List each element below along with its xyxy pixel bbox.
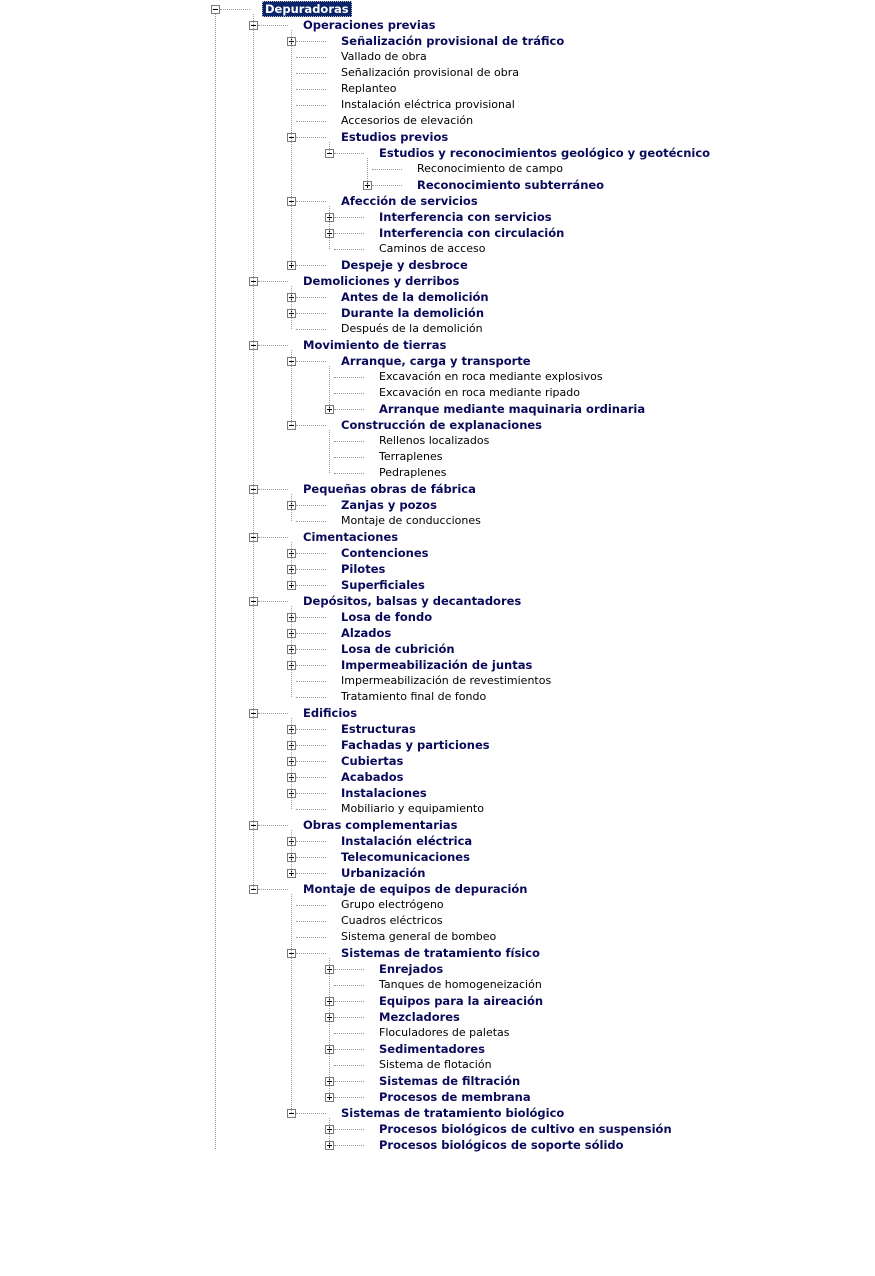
tree-node-label[interactable]: Alzados: [341, 626, 392, 640]
tree-connector: [372, 185, 402, 186]
tree-connector: [334, 1065, 364, 1066]
tree-node-label[interactable]: Instalaciones: [341, 786, 427, 800]
tree-node-label[interactable]: Pilotes: [341, 562, 386, 576]
tree-node-label[interactable]: Señalización provisional de obra: [341, 66, 519, 79]
tree-node-label[interactable]: Demoliciones y derribos: [303, 274, 460, 288]
tree-node-label[interactable]: Sedimentadores: [379, 1042, 485, 1056]
tree-node-label[interactable]: Pequeñas obras de fábrica: [303, 482, 476, 496]
tree-node-label[interactable]: Rellenos localizados: [379, 434, 490, 447]
collapse-icon[interactable]: [211, 5, 220, 14]
tree-node-label[interactable]: Reconocimiento subterráneo: [417, 178, 605, 192]
tree-node-label[interactable]: Depósitos, balsas y decantadores: [303, 594, 522, 608]
tree-connector: [296, 953, 326, 954]
tree-node-label[interactable]: Superficiales: [341, 578, 425, 592]
tree-node-label[interactable]: Movimiento de tierras: [303, 338, 447, 352]
tree-connector: [334, 1049, 364, 1050]
tree-connector: [296, 649, 326, 650]
tree-root-guide: [215, 14, 216, 1149]
tree-node-label[interactable]: Antes de la demolición: [341, 290, 489, 304]
tree-node-label[interactable]: Operaciones previas: [303, 18, 436, 32]
tree-node-label[interactable]: Obras complementarias: [303, 818, 458, 832]
tree-connector: [296, 617, 326, 618]
tree-node-label[interactable]: Pedraplenes: [379, 466, 447, 479]
tree-node-label[interactable]: Enrejados: [379, 962, 444, 976]
tree-connector: [334, 1001, 364, 1002]
tree-node-label[interactable]: Procesos biológicos de soporte sólido: [379, 1138, 624, 1152]
tree-connector: [291, 830, 292, 873]
tree-connector: [367, 158, 368, 185]
tree-connector: [296, 73, 326, 74]
tree-node-label[interactable]: Replanteo: [341, 82, 397, 95]
tree-connector: [334, 377, 364, 378]
tree-node-label[interactable]: Sistemas de filtración: [379, 1074, 521, 1088]
tree-connector: [334, 1145, 364, 1146]
tree-connector: [296, 697, 326, 698]
tree-node-label[interactable]: Impermeabilización de revestimientos: [341, 674, 552, 687]
tree-connector: [334, 441, 364, 442]
tree-connector: [291, 606, 292, 697]
tree-connector: [296, 873, 326, 874]
tree-node-label[interactable]: Losa de fondo: [341, 610, 433, 624]
tree-node-label[interactable]: Tanques de homogeneización: [379, 978, 542, 991]
tree-node-label[interactable]: Procesos de membrana: [379, 1090, 531, 1104]
tree-connector: [296, 665, 326, 666]
tree-connector: [334, 409, 364, 410]
tree-connector: [296, 937, 326, 938]
tree-node-label[interactable]: Sistemas de tratamiento físico: [341, 946, 540, 960]
tree-node-label[interactable]: Mobiliario y equipamiento: [341, 802, 484, 815]
tree-node-label[interactable]: Excavación en roca mediante explosivos: [379, 370, 603, 383]
tree-node-label[interactable]: Floculadores de paletas: [379, 1026, 510, 1039]
tree-node-label[interactable]: Equipos para la aireación: [379, 994, 544, 1008]
tree-connector: [334, 1129, 364, 1130]
tree-node-label[interactable]: Vallado de obra: [341, 50, 427, 63]
tree-node-label[interactable]: Construcción de explanaciones: [341, 418, 543, 432]
tree-node-label[interactable]: Despeje y desbroce: [341, 258, 468, 272]
tree-node-label[interactable]: Interferencia con circulación: [379, 226, 565, 240]
tree-node-label[interactable]: Acabados: [341, 770, 404, 784]
tree-node-label[interactable]: Cuadros eléctricos: [341, 914, 443, 927]
tree-node-label[interactable]: Instalación eléctrica: [341, 834, 473, 848]
tree-connector: [329, 142, 330, 153]
tree-node-label[interactable]: Estructuras: [341, 722, 416, 736]
tree-connector: [296, 553, 326, 554]
tree-connector: [258, 537, 288, 538]
tree-connector: [296, 729, 326, 730]
tree-connector: [296, 921, 326, 922]
tree-connector: [296, 297, 326, 298]
tree-connector: [258, 825, 288, 826]
tree-connector: [258, 25, 288, 26]
tree-connector: [329, 430, 330, 473]
tree-connector: [296, 777, 326, 778]
tree-connector: [296, 905, 326, 906]
tree-connector: [334, 393, 364, 394]
tree-connector: [258, 489, 288, 490]
tree-node-label[interactable]: Arranque, carga y transporte: [341, 354, 531, 368]
tree-connector: [296, 105, 326, 106]
tree-connector: [296, 361, 326, 362]
tree-node-label[interactable]: Sistemas de tratamiento biológico: [341, 1106, 565, 1120]
tree-node-label[interactable]: Montaje de conducciones: [341, 514, 481, 527]
tree-connector: [220, 9, 250, 10]
tree-connector: [296, 761, 326, 762]
tree-connector: [296, 809, 326, 810]
tree-node-label[interactable]: Instalación eléctrica provisional: [341, 98, 515, 111]
tree-node-label[interactable]: Cimentaciones: [303, 530, 399, 544]
tree-connector: [258, 601, 288, 602]
tree-connector: [334, 153, 364, 154]
tree-connector: [291, 286, 292, 329]
tree-node-label[interactable]: Tratamiento final de fondo: [341, 690, 487, 703]
tree-connector: [291, 718, 292, 809]
tree-connector: [296, 569, 326, 570]
tree-node-label[interactable]: Edificios: [303, 706, 358, 720]
tree-node-label[interactable]: Telecomunicaciones: [341, 850, 470, 864]
tree-connector: [258, 345, 288, 346]
tree-node-label[interactable]: Depuradoras: [262, 1, 352, 17]
tree-connector: [329, 206, 330, 249]
tree-connector: [258, 713, 288, 714]
tree-connector: [258, 889, 288, 890]
tree-node-label[interactable]: Sistema de flotación: [379, 1058, 492, 1071]
tree-connector: [296, 121, 326, 122]
tree-node-label[interactable]: Terraplenes: [379, 450, 443, 463]
tree-node-label[interactable]: Zanjas y pozos: [341, 498, 437, 512]
tree-connector: [296, 681, 326, 682]
tree-connector: [296, 633, 326, 634]
tree-connector: [296, 137, 326, 138]
tree-connector: [296, 793, 326, 794]
tree-node-label[interactable]: Reconocimiento de campo: [417, 162, 564, 175]
tree-node-label[interactable]: Fachadas y particiones: [341, 738, 490, 752]
tree-node-label[interactable]: Mezcladores: [379, 1010, 460, 1024]
tree-node-label[interactable]: Estudios previos: [341, 130, 449, 144]
tree-connector: [291, 494, 292, 521]
tree-connector: [334, 1017, 364, 1018]
tree-node-label[interactable]: Cubiertas: [341, 754, 404, 768]
tree-node-label[interactable]: Impermeabilización de juntas: [341, 658, 533, 672]
tree-connector: [296, 585, 326, 586]
tree-node-label[interactable]: Losa de cubrición: [341, 642, 455, 656]
tree-connector: [296, 329, 326, 330]
tree-node-label[interactable]: Durante la demolición: [341, 306, 485, 320]
tree-connector: [296, 41, 326, 42]
tree-connector: [334, 473, 364, 474]
tree-connector: [329, 958, 330, 1097]
tree-connector: [296, 857, 326, 858]
tree-node-label[interactable]: Interferencia con servicios: [379, 210, 552, 224]
tree-connector: [296, 313, 326, 314]
tree-connector: [296, 201, 326, 202]
tree-node-label[interactable]: Contenciones: [341, 546, 429, 560]
tree-connector: [296, 745, 326, 746]
tree-connector: [334, 1081, 364, 1082]
tree-connector: [296, 89, 326, 90]
tree-connector: [334, 969, 364, 970]
tree-connector: [372, 169, 402, 170]
tree-connector: [291, 894, 292, 1113]
tree-node-label[interactable]: Excavación en roca mediante ripado: [379, 386, 580, 399]
tree-node-label[interactable]: Arranque mediante maquinaria ordinaria: [379, 402, 646, 416]
tree-node-label[interactable]: Grupo electrógeno: [341, 898, 444, 911]
tree-connector: [253, 14, 254, 889]
tree-connector: [291, 350, 292, 425]
tree-node-label[interactable]: Señalización provisional de tráfico: [341, 34, 565, 48]
tree-connector: [291, 30, 292, 265]
tree-connector: [334, 1097, 364, 1098]
tree-connector: [291, 542, 292, 585]
tree-connector: [296, 425, 326, 426]
tree-connector: [258, 281, 288, 282]
tree-connector: [334, 985, 364, 986]
tree-connector: [334, 249, 364, 250]
tree-node-label[interactable]: Sistema general de bombeo: [341, 930, 497, 943]
tree-connector: [334, 457, 364, 458]
tree-node-label[interactable]: Accesorios de elevación: [341, 114, 474, 127]
tree-connector: [296, 521, 326, 522]
tree-node-label[interactable]: Afección de servicios: [341, 194, 478, 208]
tree-connector: [296, 505, 326, 506]
tree-node-label[interactable]: Urbanización: [341, 866, 426, 880]
tree-connector: [296, 265, 326, 266]
tree-connector: [329, 366, 330, 409]
tree-node-label[interactable]: Montaje de equipos de depuración: [303, 882, 528, 896]
tree-connector: [334, 217, 364, 218]
tree-node-label[interactable]: Estudios y reconocimientos geológico y geotécnico: [379, 146, 711, 160]
tree-connector: [296, 1113, 326, 1114]
tree-connector: [329, 1118, 330, 1145]
tree-node-label[interactable]: Caminos de acceso: [379, 242, 486, 255]
tree-connector: [334, 1033, 364, 1034]
tree-connector: [334, 233, 364, 234]
tree-connector: [296, 841, 326, 842]
tree-node-label[interactable]: Procesos biológicos de cultivo en suspensión: [379, 1122, 672, 1136]
tree-connector: [296, 57, 326, 58]
tree-node-label[interactable]: Después de la demolición: [341, 322, 483, 335]
